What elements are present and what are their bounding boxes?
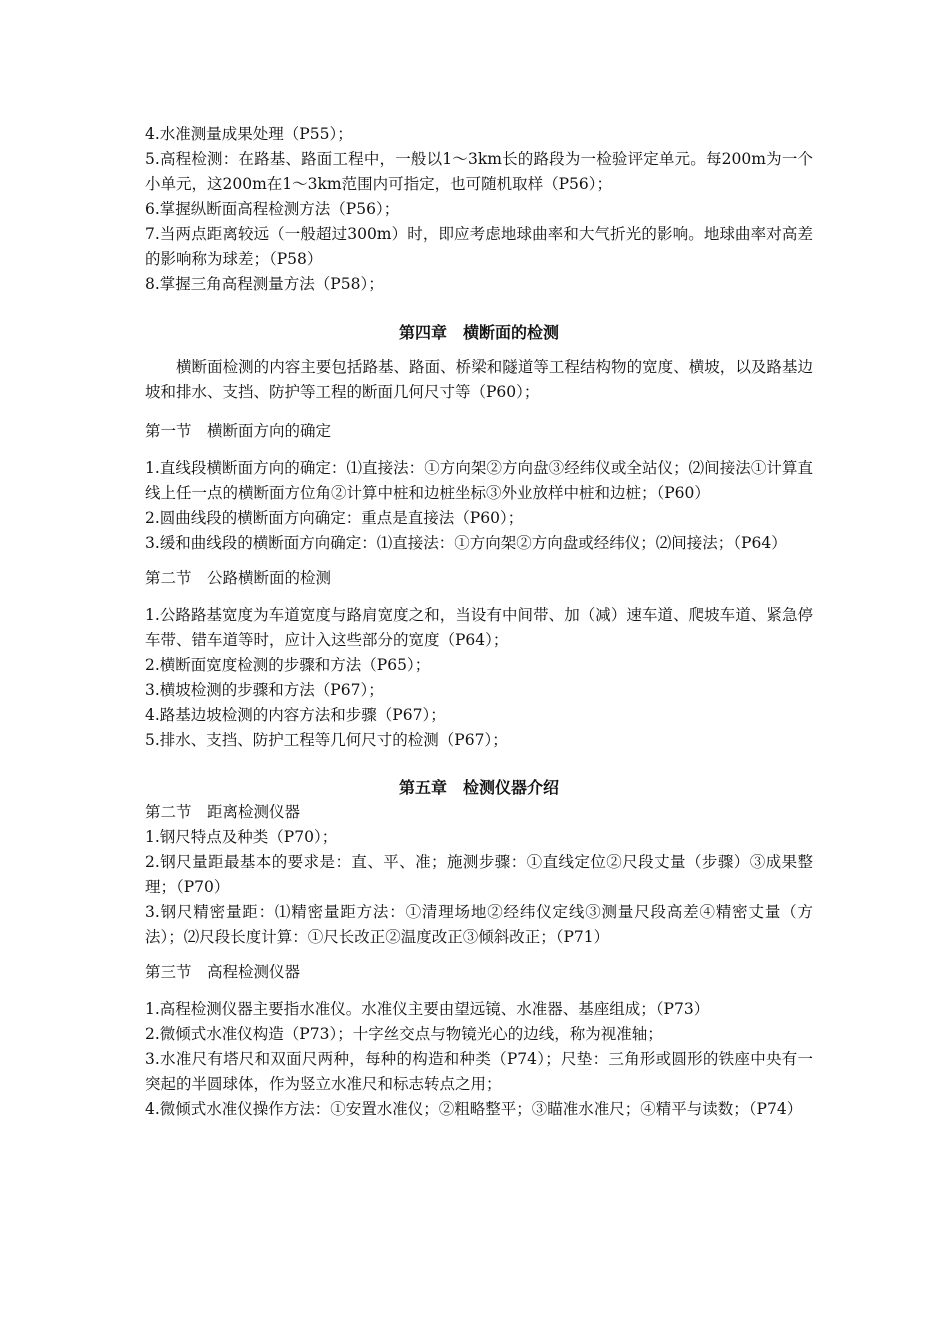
section-title: 第二节 公路横断面的检测 [145, 569, 332, 587]
section-title: 第一节 横断面方向的确定 [145, 422, 332, 440]
chapter-title: 第五章 检测仪器介绍 [398, 778, 559, 797]
text-line: 1.高程检测仪器主要指水准仪。水准仪主要由望远镜、水准器、基座组成；（P73） [145, 1000, 710, 1018]
text-line: 1.钢尺特点及种类（P70）； [145, 828, 338, 846]
text-line: 4.路基边坡检测的内容方法和步骤（P67）； [145, 706, 446, 724]
text-line: 3.横坡检测的步骤和方法（P67）； [145, 681, 384, 699]
section-title: 第二节 距离检测仪器 [145, 803, 301, 821]
text-line: 8.掌握三角高程测量方法（P58）； [145, 275, 384, 293]
text-line: 3.钢尺精密量距：⑴精密量距方法：①清理场地②经纬仪定线③测量尺段高差④精密丈量（方法）；⑵尺段长度计算：①尺长改正②温度改正③倾斜改正；（P71） [145, 903, 813, 946]
chapter-intro: 横断面检测的内容主要包括路基、路面、桥梁和隧道等工程结构物的宽度、横坡，以及路基边坡和排水、支挡、防护等工程的断面几何尺寸等（P60）； [145, 358, 813, 401]
text-line: 2.微倾式水准仪构造（P73）；十字丝交点与物镜光心的边线，称为视准轴； [145, 1025, 663, 1043]
text-line: 1.公路路基宽度为车道宽度与路肩宽度之和，当设有中间带、加（减）速车道、爬坡车道、紧急停车带、错车道等时，应计入这些部分的宽度（P64）； [145, 606, 813, 649]
text-line: 2.钢尺量距最基本的要求是：直、平、准；施测步骤：①直线定位②尺段丈量（步骤）③成果整理；（P70） [145, 853, 813, 896]
text-line: 6.掌握纵断面高程检测方法（P56）； [145, 200, 400, 218]
document-page [145, 122, 813, 1122]
text-line: 4.水准测量成果处理（P55）； [145, 125, 353, 143]
text-line: 7.当两点距离较远（一般超过300m）时，即应考虑地球曲率和大气折光的影响。地球曲率对高差的影响称为球差；（P58） [145, 225, 813, 268]
text-line: 1.直线段横断面方向的确定：⑴直接法：①方向架②方向盘③经纬仪或全站仪；⑵间接法①计算直线上任一点的横断面方位角②计算中桩和边桩坐标③外业放样中桩和边桩；（P60） [145, 459, 813, 502]
section-title: 第三节 高程检测仪器 [145, 963, 301, 981]
text-line: 5.排水、支挡、防护工程等几何尺寸的检测（P67）； [145, 731, 508, 749]
text-line: 5.高程检测：在路基、路面工程中，一般以1～3km长的路段为一检验评定单元。每200m为一个小单元，这200m在1～3km范围内可指定，也可随机取样（P56）； [145, 150, 813, 193]
chapter-title: 第四章 横断面的检测 [398, 323, 559, 342]
text-line: 2.圆曲线段的横断面方向确定：重点是直接法（P60）； [145, 509, 524, 527]
text-line: 4.微倾式水准仪操作方法：①安置水准仪；②粗略整平；③瞄准水准尺；④精平与读数；（P74） [145, 1100, 803, 1118]
text-line: 2.横断面宽度检测的步骤和方法（P65）； [145, 656, 431, 674]
text-line: 3.水准尺有塔尺和双面尺两种，每种的构造和种类（P74）；尺垫：三角形或圆形的铁座中央有一突起的半圆球体，作为竖立水准尺和标志转点之用； [145, 1050, 813, 1093]
text-line: 3.缓和曲线段的横断面方向确定：⑴直接法：①方向架②方向盘或经纬仪；⑵间接法；（P64） [145, 534, 787, 552]
